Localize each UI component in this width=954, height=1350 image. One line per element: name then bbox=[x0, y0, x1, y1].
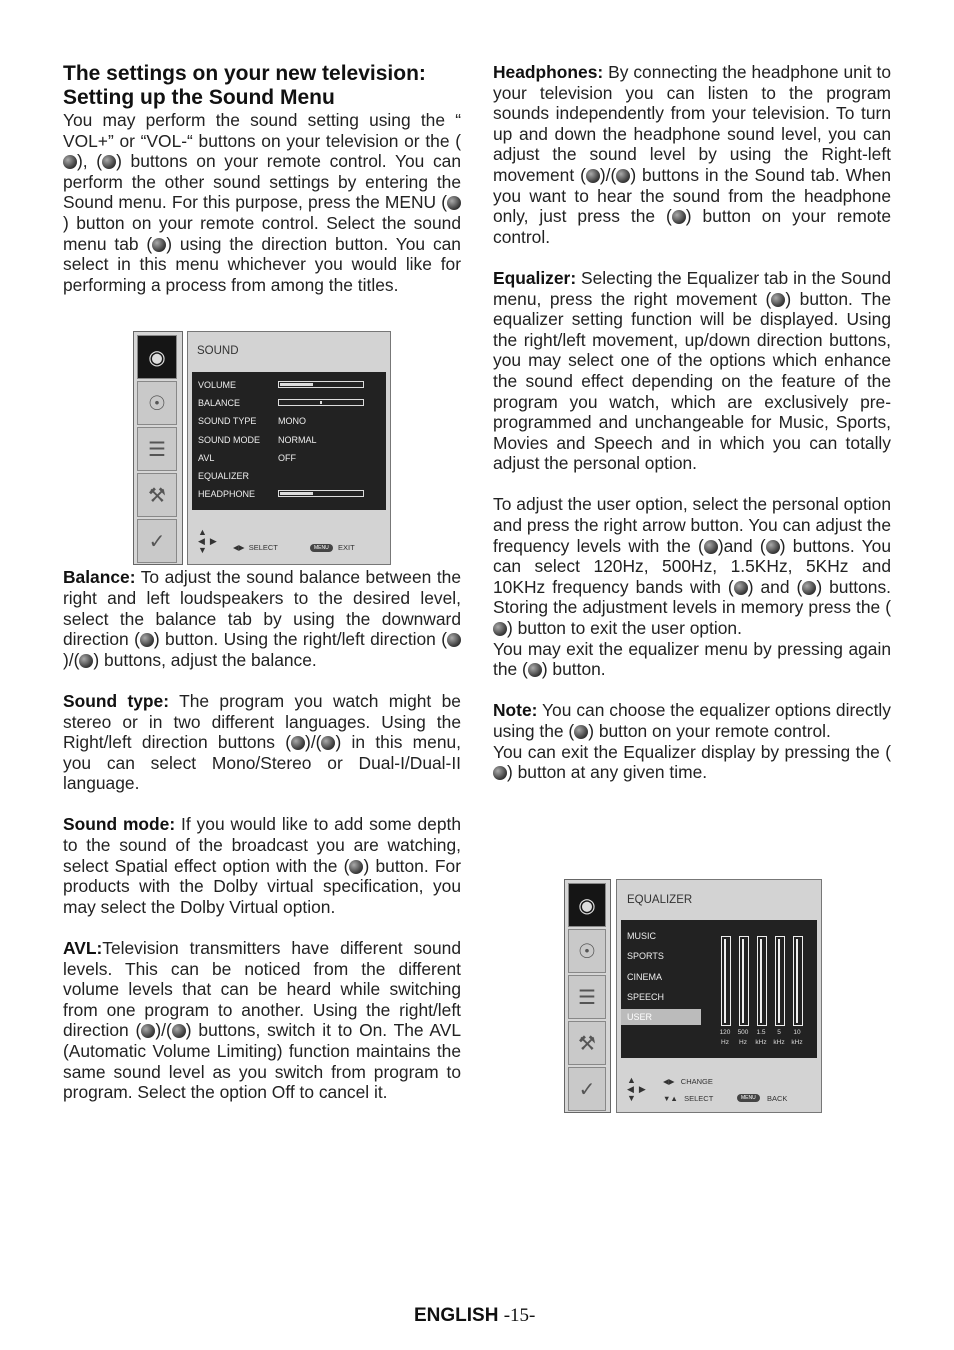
page-footer bbox=[414, 1305, 535, 1327]
menu-button-icon bbox=[493, 622, 507, 636]
sound-title: SOUND bbox=[197, 345, 239, 357]
tab-setup-icon[interactable]: ✓ bbox=[568, 1067, 606, 1111]
note-exit-paragraph: You can exit the Equalizer display by pressing the () button at any given time. bbox=[493, 741, 891, 783]
select-hint: ◀▶ SELECT bbox=[233, 543, 278, 552]
exit-paragraph: You may exit the equalizer menu by pressing again the ( ) button. bbox=[493, 638, 891, 680]
equalizer-paragraph: Equalizer: Selecting the Equalizer tab in the Sound menu, press the right movement ( ) button. The equalizer setting function will be displayed. Using the right/left movement, up/down direction buttons, you may select one of the options which enhance the sound effect depending on the feature of the program you watch, which are exclusively pre-programmed and unchangeable for Music, Sports, Movies and Speech and in which you can totally adjust the personal option. bbox=[493, 267, 891, 474]
menu-button-icon bbox=[528, 663, 542, 677]
tab-setup-icon[interactable]: ✓ bbox=[137, 519, 177, 563]
sound-menu-screen bbox=[133, 331, 391, 565]
right-arrow-icon bbox=[349, 860, 363, 874]
tab-install-icon[interactable]: ⚒ bbox=[137, 473, 177, 517]
equalizer-panel bbox=[616, 879, 822, 1113]
page-number: -15- bbox=[503, 1305, 536, 1326]
vol-plus-icon bbox=[63, 155, 77, 169]
equalizer-preset[interactable]: CINEMA bbox=[627, 971, 663, 982]
sound-option-label[interactable]: BALANCE bbox=[198, 398, 241, 409]
right-column bbox=[493, 62, 891, 783]
headphones-paragraph: Headphones: By connecting the headphone unit to your television you can listen to the program sounds independently from your television. To turn up and down the headphone sound level, you can adjust the sound level by using the Right-left movement ( )/( ) buttons in the Sound tab. When you want to hear the sound from the headphone only, just press the ( ) button on your remote control. bbox=[493, 62, 892, 247]
equalizer-band-label: 1.5 kHz bbox=[755, 1029, 767, 1046]
footer-language: ENGLISH bbox=[414, 1305, 499, 1326]
menu-badge: MENU bbox=[310, 544, 333, 552]
tab-install-icon[interactable]: ⚒ bbox=[568, 1021, 606, 1065]
sound-level-bar[interactable] bbox=[278, 490, 364, 497]
sound-type-paragraph: Sound type: The program you watch might be stereo or in two different languages. Using the Right/left direction buttons ( )/( ) in this menu, you can select Mono/Stereo or Dual-I/Dual-II language. bbox=[63, 690, 461, 794]
tab-picture-icon[interactable]: ☉ bbox=[137, 381, 177, 425]
menu-badge: MENU bbox=[737, 1094, 760, 1102]
equalizer-band-label: 10 kHz bbox=[791, 1029, 803, 1046]
equalizer-preset[interactable]: USER bbox=[621, 1009, 701, 1025]
down-arrow-icon bbox=[140, 633, 154, 647]
sound-options bbox=[192, 372, 386, 510]
tab-sound-icon[interactable]: ◉ bbox=[137, 335, 177, 379]
equalizer-band-slider[interactable] bbox=[739, 936, 749, 1026]
section-heading: The settings on your new television: Setting up the Sound Menu bbox=[63, 62, 426, 109]
sound-panel bbox=[187, 331, 391, 565]
user-option-paragraph: To adjust the user option, select the personal option and press the right arrow button. You can adjust the frequency levels with the ( )and ( ) buttons. You can select 120Hz, 500Hz, 1.5KHz, 5KHz and 10KHz frequency bands with ( ) and ( ) buttons. Storing the adjustment levels in memory press the () button to exit the user option. bbox=[493, 494, 892, 639]
right-arrow-icon bbox=[734, 581, 748, 595]
note-paragraph: Note: You can choose the equalizer options directly using the ( ) button on your remote control. bbox=[493, 700, 891, 741]
equalizer-band-slider[interactable] bbox=[757, 936, 767, 1026]
equalizer-band-label: 500 Hz bbox=[737, 1029, 749, 1046]
intro-paragraph: You may perform the sound setting using the “ VOL+” or “VOL-“ buttons on your television or the (), ( ) buttons on your remote control. You can perform the other sound settings by entering the Sound menu. For this purpose, press the MENU () button on your remote control. Select the sound menu tab ( ) using the direction button. You can select in this menu whichever you would like for performing a process from among the titles. bbox=[63, 110, 462, 295]
back-hint: BACK bbox=[767, 1094, 788, 1103]
equalizer-preset[interactable]: SPEECH bbox=[627, 991, 665, 1002]
vol-minus-icon bbox=[102, 155, 116, 169]
equalizer-band-label: 120 Hz bbox=[719, 1029, 731, 1046]
sound-option-value: OFF bbox=[278, 452, 296, 463]
mute-button-icon bbox=[672, 210, 686, 224]
sound-mode-paragraph: Sound mode: If you would like to add some depth to the sound of the broadcast you are watching, select Spatial effect option with the ( ) button. For products with the Dolby virtual specification, you may select the Dolby Virtual option. bbox=[63, 814, 461, 917]
right-arrow-icon bbox=[79, 654, 93, 668]
right-arrow-icon bbox=[172, 1024, 186, 1038]
equalizer-preset[interactable]: MUSIC bbox=[627, 931, 656, 941]
sound-level-bar[interactable] bbox=[278, 399, 364, 406]
menu-tabs bbox=[133, 331, 183, 565]
sound-option-value: NORMAL bbox=[278, 434, 317, 445]
equalizer-band-slider[interactable] bbox=[721, 936, 731, 1026]
avl-paragraph: AVL:Television transmitters have different sound levels. This can be noticed from the different volume levels that can be heard while switching from one program to another. Using the right/left direction ( )/( ) buttons, switch it to On. The AVL (Automatic Volume Limiting) function maintains the same sound level as you switch from program to program. Select the option Off to cancel it. bbox=[63, 938, 462, 1103]
tab-list-icon[interactable]: ☰ bbox=[137, 427, 177, 471]
menu-button-icon bbox=[493, 766, 507, 780]
equalizer-screen bbox=[564, 879, 822, 1113]
sound-option-label[interactable]: SOUND TYPE bbox=[198, 416, 257, 427]
equalizer-preset[interactable]: SPORTS bbox=[627, 951, 664, 962]
left-arrow-icon bbox=[141, 1024, 155, 1038]
sound-option-label[interactable]: SOUND MODE bbox=[198, 434, 261, 445]
sound-option-label[interactable]: EQUALIZER bbox=[198, 471, 250, 481]
sound-option-value: MONO bbox=[278, 416, 306, 427]
equalizer-title: EQUALIZER bbox=[627, 894, 693, 906]
exit-hint: EXIT bbox=[338, 543, 355, 552]
equalizer-options bbox=[621, 920, 817, 1058]
equalizer-band-slider[interactable] bbox=[775, 936, 785, 1026]
left-arrow-icon bbox=[586, 169, 600, 183]
select-hint: ▼▲ SELECT bbox=[663, 1094, 714, 1103]
sound-option-label[interactable]: VOLUME bbox=[198, 380, 237, 390]
sound-option-label[interactable]: HEADPHONE bbox=[198, 489, 256, 500]
tab-picture-icon[interactable]: ☉ bbox=[568, 929, 606, 973]
menu-tabs bbox=[564, 879, 611, 1113]
sound-level-bar[interactable] bbox=[278, 381, 364, 388]
up-arrow-icon bbox=[766, 540, 780, 554]
left-arrow-icon bbox=[802, 581, 816, 595]
tab-list-icon[interactable]: ☰ bbox=[568, 975, 606, 1019]
sound-option-label[interactable]: AVL bbox=[198, 452, 215, 463]
right-arrow-icon bbox=[771, 293, 785, 307]
left-arrow-icon bbox=[447, 633, 461, 647]
balance-paragraph: Balance: To adjust the sound balance between the right and left loudspeakers to the desired level, select the balance tab by using the downward direction ( ) button. Using the right/left direction ()/( ) buttons, adjust the balance. bbox=[63, 567, 461, 670]
equalizer-band-label: 5 kHz bbox=[773, 1029, 785, 1046]
equalizer-button-icon bbox=[574, 725, 588, 739]
right-arrow-icon bbox=[616, 169, 630, 183]
tab-sound-icon[interactable]: ◉ bbox=[568, 883, 606, 927]
change-hint: ◀▶ CHANGE bbox=[663, 1077, 713, 1086]
nav-arrows-icon: ▲ ◀ ▶ ▼ bbox=[627, 1075, 646, 1103]
nav-arrows-icon: ▲ ◀ ▶ ▼ bbox=[198, 527, 217, 555]
left-arrow-icon bbox=[291, 736, 305, 750]
left-column bbox=[63, 62, 461, 1103]
equalizer-band-slider[interactable] bbox=[793, 936, 803, 1026]
down-arrow-icon bbox=[704, 540, 718, 554]
menu-button-icon bbox=[447, 196, 461, 210]
right-arrow-icon bbox=[321, 736, 335, 750]
right-arrow-icon bbox=[152, 238, 166, 252]
